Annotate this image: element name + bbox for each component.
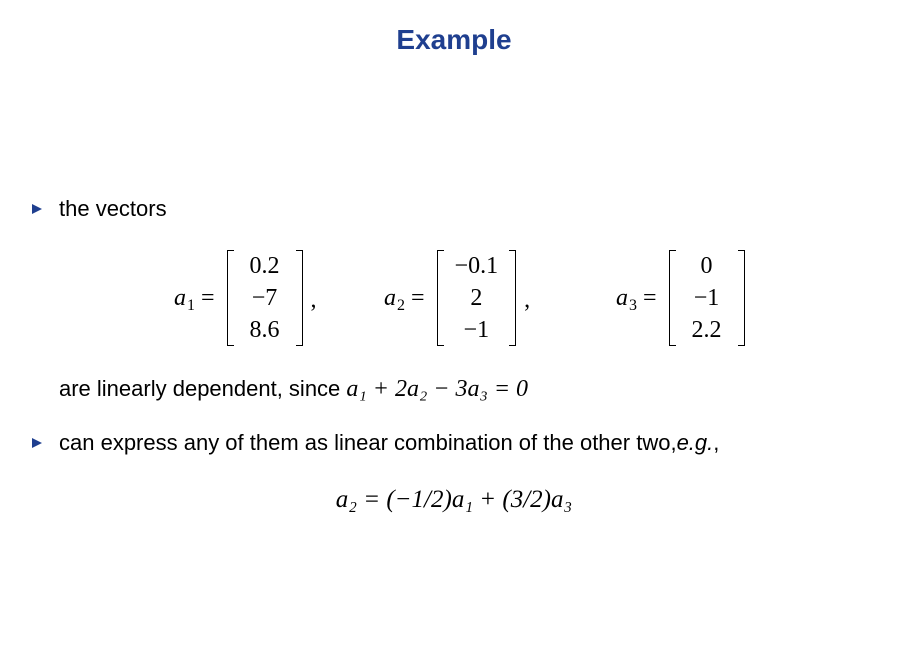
vector-definitions [0,246,908,350]
bullet-text-combination: can express any of them as linear combination of the other two, [59,430,677,455]
bullet-item-vectors [32,196,167,222]
vector-separator: , [310,287,317,313]
vector-entry: 0.2 [249,253,280,279]
vector-matrix [437,250,517,346]
vector-label: $a_2$ = [384,284,425,314]
triangle-right-icon [32,438,42,448]
triangle-right-icon [32,204,42,214]
vector-matrix [669,250,745,346]
vector-entry: 0 [700,253,713,279]
bullet-text-eg: e.g. [676,430,714,455]
vector-matrix [227,250,303,346]
slide-title: Example [396,24,512,55]
vector-entry: −1 [463,317,490,343]
vector-entry: 2.2 [691,317,722,343]
vector-entry: 2 [470,285,483,311]
bullet-text-vectors: the vectors [59,196,167,221]
vector-label: $a_1$ = [174,284,215,314]
display-equation: a₂ = (−1/2)a₁ + (3/2)a₃ [335,486,573,513]
dependence-text: are linearly dependent, since [59,376,341,401]
vector-a3 [616,246,745,350]
vector-a1 [174,246,317,350]
vector-separator: , [524,287,531,313]
vector-label: $a_3$ = [616,284,657,314]
vector-entry: −1 [693,285,720,311]
dependence-statement [59,376,528,403]
vector-entry: −0.1 [454,253,499,279]
vector-entry: 8.6 [249,317,280,343]
bullet-text-tail: , [713,430,720,455]
dependence-equation: a₁ + 2a₂ − 3a₃ = 0 [346,376,529,402]
bullet-item-combination [32,430,719,456]
vector-entry: −7 [251,285,278,311]
vector-a2 [384,246,530,350]
